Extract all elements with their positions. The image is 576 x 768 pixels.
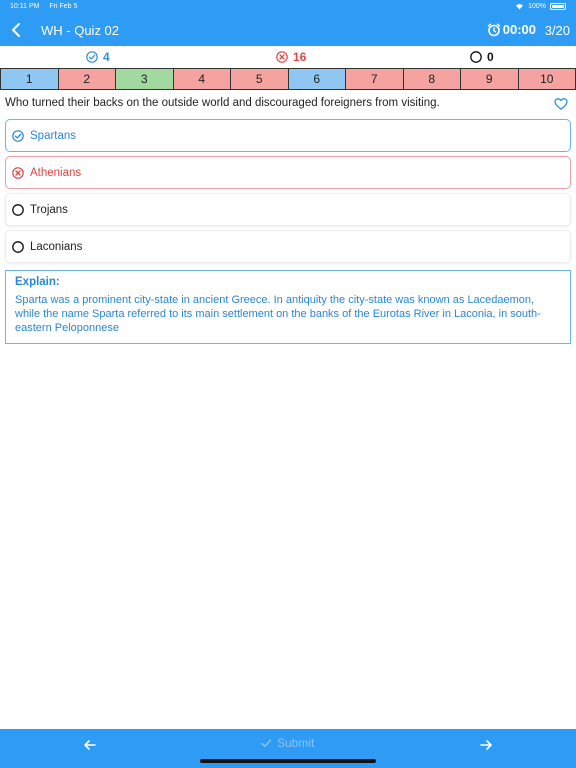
x-circle-icon [12, 167, 24, 179]
explanation-box [5, 270, 571, 344]
empty-circle-icon [12, 241, 24, 253]
question-nav-button[interactable]: 5 [231, 69, 289, 89]
score-row [0, 46, 576, 68]
status-bar [0, 0, 576, 14]
question-nav-button[interactable]: 4 [174, 69, 232, 89]
previous-button[interactable] [82, 737, 98, 753]
unanswered-count-value: 0 [487, 50, 494, 64]
arrow-left-icon [82, 737, 98, 753]
question-nav-button[interactable]: 3 [116, 69, 174, 89]
answer-option[interactable] [5, 230, 571, 263]
question-navigator [0, 68, 576, 90]
status-time: 10:11 PM [10, 3, 40, 10]
timer-value: 00:00 [502, 22, 536, 37]
question-nav-button[interactable]: 2 [59, 69, 117, 89]
question-nav-button[interactable]: 8 [404, 69, 462, 89]
wrong-count [276, 50, 306, 64]
question-nav-button[interactable]: 10 [519, 69, 576, 89]
explanation-title: Explain: [15, 276, 60, 288]
empty-circle-icon [470, 51, 482, 63]
answer-option-label: Laconians [30, 240, 83, 253]
question-nav-button[interactable]: 9 [461, 69, 519, 89]
answer-option[interactable] [5, 156, 571, 189]
unanswered-count [470, 50, 494, 64]
question-text: Who turned their backs on the outside world and discouraged foreigners from visiting. [5, 97, 440, 109]
favorite-button[interactable] [554, 97, 568, 111]
next-button[interactable] [478, 737, 494, 753]
battery-icon [550, 3, 566, 10]
submit-label: Submit [277, 736, 315, 750]
heart-icon [554, 97, 568, 111]
x-circle-icon [276, 51, 288, 63]
question-nav-button[interactable]: 7 [346, 69, 404, 89]
correct-count-value: 4 [103, 50, 110, 64]
answer-option[interactable] [5, 193, 571, 226]
check-circle-icon [12, 130, 24, 142]
answer-option-label: Trojans [30, 203, 68, 216]
quiz-title: WH - Quiz 02 [41, 23, 120, 38]
answer-option[interactable] [5, 119, 571, 152]
wifi-icon [515, 3, 524, 10]
timer [487, 22, 536, 37]
arrow-right-icon [478, 737, 494, 753]
chevron-left-icon [11, 23, 21, 37]
alarm-clock-icon [487, 23, 501, 37]
correct-count [86, 50, 110, 64]
check-circle-icon [86, 51, 98, 63]
submit-button[interactable] [260, 736, 314, 750]
question-progress: 3/20 [544, 23, 570, 38]
checkmark-icon [260, 737, 272, 749]
answer-option-label: Spartans [30, 129, 77, 142]
question-nav-button[interactable]: 1 [0, 69, 59, 89]
question-nav-button[interactable]: 6 [289, 69, 347, 89]
status-date: Fri Feb 5 [49, 3, 78, 10]
wrong-count-value: 16 [293, 50, 307, 64]
battery-percent: 100% [528, 3, 546, 10]
empty-circle-icon [12, 204, 24, 216]
answer-option-label: Athenians [30, 166, 82, 179]
home-indicator [200, 759, 376, 763]
back-button[interactable] [6, 20, 26, 40]
explanation-text: Sparta was a prominent city-state in ancient Greece. In antiquity the city-state was known as Lacedaemon, while the name Sparta referred to its main settlement on the banks of the Eurotas River in Laconia, in south-eastern Peloponnese [15, 294, 541, 334]
nav-bar [0, 14, 576, 46]
